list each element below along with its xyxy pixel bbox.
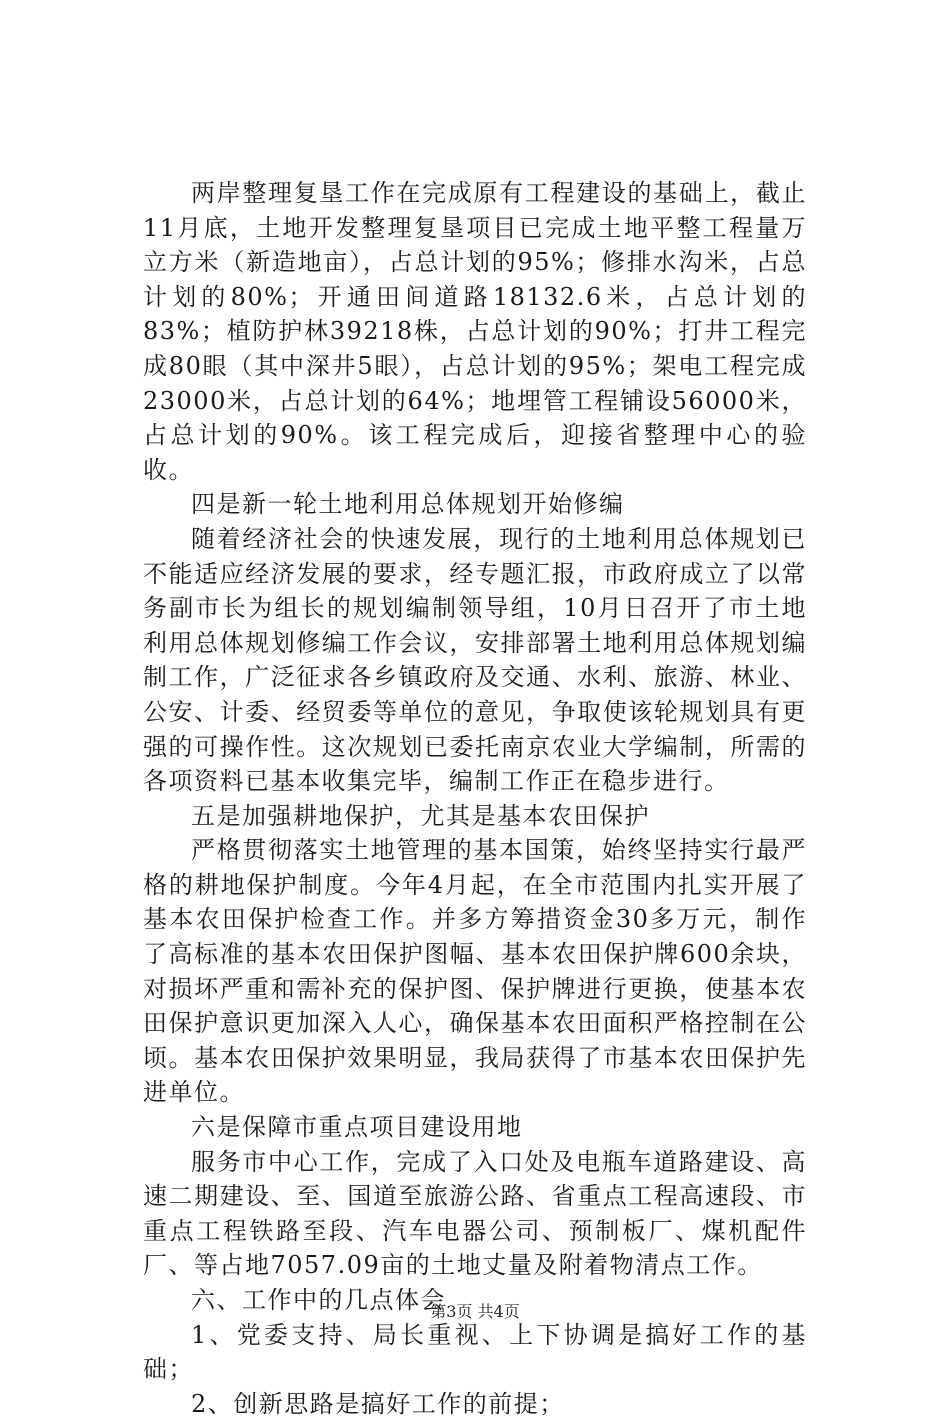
list-item-experience-1: 1、党委支持、局长重视、上下协调是搞好工作的基础；: [143, 1320, 807, 1384]
list-item-experience-2: 2、创新思路是搞好工作的前提；: [191, 1389, 565, 1418]
paragraph-key-projects: 服务市中心工作，完成了入口处及电瓶车道路建设、高速二期建设、至、国道至旅游公路、省重点工程高速段、市重点工程铁路至段、汽车电器公司、预制板厂、煤机配件厂、等占地7057.09亩的土地丈量及附着物清点工作。: [143, 1147, 807, 1280]
document-body: [143, 176, 807, 1421]
paragraph-farmland-protection: 严格贯彻落实土地管理的基本国策，始终坚持实行最严格的耕地保护制度。今年4月起，在全市范围内扎实开展了基本农田保护检查工作。并多方筹措资金30多万元，制作了高标准的基本农田保护图幅、基本农田保护牌600余块，对损坏严重和需补充的保护图、保护牌进行更换，使基本农田保护意识更加深入人心，确保基本农田面积严格控制在公顷。基本农田保护效果明显，我局获得了市基本农田保护先进单位。: [143, 836, 807, 1107]
page-number-footer: 第3页 共4页: [430, 1302, 520, 1321]
paragraph-land-reclamation: 两岸整理复垦工作在完成原有工程建设的基础上，截止11月底，土地开发整理复垦项目已完成土地平整工程量万立方米（新造地亩），占总计划的95%；修排水沟米，占总计划的80%；开通田间道路18132.6米，占总计划的83%；植防护林39218株，占总计划的90%；打井工程完成80眼（其中深井5眼），占总计划的95%；架电工程完成23000米，占总计划的64%；地埋管工程铺设56000米，占总计划的90%。该工程完成后，迎接省整理中心的验收。: [143, 179, 807, 484]
heading-farmland-protection: 五是加强耕地保护，尤其是基本农田保护: [191, 801, 650, 830]
paragraph-land-use-planning: 随着经济社会的快速发展，现行的土地利用总体规划已不能适应经济发展的要求，经专题汇报，市政府成立了以常务副市长为组长的规划编制领导组，10月日召开了市土地利用总体规划修编工作会议，安排部署土地利用总体规划编制工作，广泛征求各乡镇政府及交通、水利、旅游、林业、公安、计委、经贸委等单位的意见，争取使该轮规划具有更强的可操作性。这次规划已委托南京农业大学编制，所需的各项资料已基本收集完毕，编制工作正在稳步进行。: [143, 524, 807, 796]
heading-key-projects: 六是保障市重点项目建设用地: [191, 1113, 523, 1142]
heading-land-use-planning: 四是新一轮土地利用总体规划开始修编: [191, 490, 625, 519]
heading-work-experience: 六、工作中的几点体会: [191, 1286, 446, 1314]
